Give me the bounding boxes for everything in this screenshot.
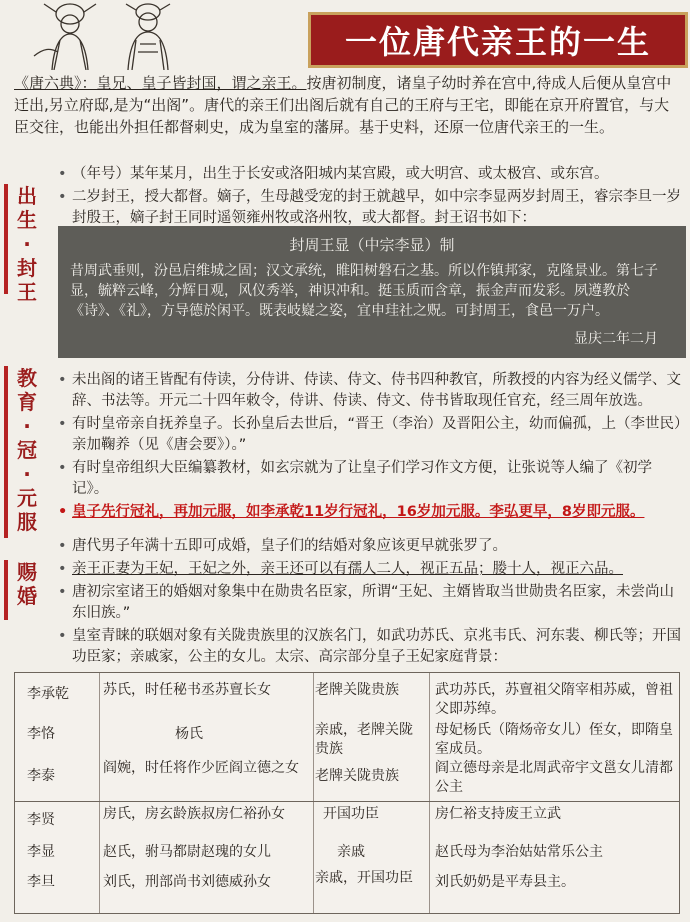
list-item: • 有时皇帝亲自抚养皇子。长孙皇后去世后，“晋王（李治）及晋阳公主，幼而偏孤，上（李世民）亲加鞠养（见《唐会要》）。” (58, 414, 686, 456)
decree-body: 昔周武垂则，汾邑启维城之固；汉文承统，睢阳树磐石之基。所以作镇邦家，克隆景业。第七子显，毓粹云峰，分辉日观，风仪秀举，神识冲和。挺玉质而含章，振金声而发彩。夙遵教於《诗》、《礼》，方导德於闲平。既表岐嶷之姿，宜申珪社之贶。可封周王，食邑一万户。 (70, 263, 658, 319)
tag-char: 封 (17, 256, 37, 280)
tag-char: · (23, 232, 31, 256)
tag-char: 出 (17, 184, 37, 208)
tag-char: 赐 (17, 560, 37, 584)
cell-consort: 刘氏，刑部尚书刘德威孙女 (103, 874, 271, 890)
tag-char: 教 (17, 366, 37, 390)
cell-note: 母妃杨氏（隋炀帝女儿）侄女，即隋皇室成员。 (435, 722, 673, 757)
tag-char: 元 (17, 486, 37, 510)
intro-paragraph (14, 72, 682, 138)
cell-consort: 杨氏 (175, 726, 203, 742)
birth-list (58, 164, 686, 231)
decree-title: 封周王显（中宗李显）制 (289, 236, 455, 254)
intro-lead: 《唐六典》：皇兄、皇子皆封国，谓之亲王。 (14, 74, 307, 92)
cell-note: 武功苏氏，苏亶祖父隋宰相苏威，曾祖父即苏绰。 (435, 682, 673, 717)
list-item: • （年号）某年某月，出生于长安或洛阳城内某宫殿，或大明宫、或太极宫、或东宫。 (58, 164, 686, 185)
list-item: • 未出阁的诸王皆配有侍读，分侍讲、侍读、侍文、侍书四种教官，所教授的内容为经义儒学、文辞、书法等。开元二十四年敕令，侍讲、侍读、侍文、侍书皆取现任官充，经三周年放选。 (58, 370, 686, 412)
list-item: • 有时皇帝组织大臣编纂教材，如玄宗就为了让皇子们学习作文方便，让张说等人编了《初学记》。 (58, 458, 686, 500)
table-divider (15, 801, 679, 802)
list-item: • 皇室青睐的联姻对象有关陇贵族里的汉族名门，如武功苏氏、京兆韦氏、河东裴、柳氏等；开国功臣家；亲戚家，公主的女儿。太宗、高宗部分皇子王妃家庭背景： (58, 626, 686, 668)
tag-char: 育 (17, 390, 37, 414)
section-tag-education (4, 366, 44, 538)
cell-consort: 房氏，房玄龄族叔房仁裕孙女 (103, 806, 285, 822)
page-title: 一位唐代亲王的一生 (344, 23, 651, 61)
cell-consort: 苏氏，时任秘书丞苏亶长女 (103, 682, 271, 698)
cell-origin: 开国功臣 (323, 806, 379, 822)
cell-consort: 阎婉，时任将作少匠阎立德之女 (103, 760, 299, 776)
section-tag-birth (4, 184, 44, 304)
table-row (15, 721, 679, 761)
intro-text: 按唐初制度，诸皇子幼时养在宫中,待成人后便从皇宫中迁出,另立府邸,是为“出阁”。唐代的亲王们出阁后就有自己的王府与王宅，即能在京开府置官，与大臣交往，也能出外担任都督刺史，成为皇室的藩屏。基于史料，还原一位唐代亲王的一生。 (14, 74, 672, 136)
list-item: • 唐初宗室诸王的婚姻对象集中在勋贵名臣家，所谓“王妃、主婿皆取当世勋贵名臣家，未尝尚山东旧族。” (58, 582, 686, 624)
cell-note: 房仁裕支持废王立武 (435, 806, 561, 822)
cell-origin: 亲戚，老牌关陇贵族 (315, 722, 413, 757)
tang-figures-illustration (14, 0, 204, 70)
tag-char: 冠 (17, 438, 37, 462)
marriage-list (58, 536, 686, 670)
decree-box (58, 226, 686, 358)
cell-origin: 老牌关陇贵族 (315, 768, 399, 784)
table-row (15, 681, 679, 721)
cell-origin: 亲戚 (337, 844, 365, 860)
education-list (58, 370, 686, 525)
tag-char: 服 (17, 510, 37, 534)
cell-note: 刘氏奶奶是平寿县主。 (435, 874, 575, 890)
cell-prince: 李承乾 (27, 686, 69, 702)
tag-char: · (23, 462, 31, 486)
tag-char: · (23, 414, 31, 438)
table-row (15, 805, 679, 845)
list-item: • 二岁封王，授大都督。嫡子，生母越受宠的封王就越早，如中宗李显两岁封周王，睿宗李旦一岁封殷王，嫡子封王同时遥领雍州牧或洛州牧，或大都督。封王诏书如下： (58, 187, 686, 229)
cell-note: 赵氏母为李治姑姑常乐公主 (435, 844, 603, 860)
cell-prince: 李泰 (27, 768, 55, 784)
cell-origin: 老牌关陇贵族 (315, 682, 399, 698)
list-item-highlight: • 皇子先行冠礼，再加元服，如李承乾11岁行冠礼，16岁加元服。李弘更早，8岁即元服。 (58, 502, 686, 523)
cell-consort: 赵氏，驸马都尉赵瑰的女儿 (103, 844, 271, 860)
cell-prince: 李贤 (27, 812, 55, 828)
section-tag-marriage (4, 560, 44, 620)
table-row (15, 759, 679, 801)
list-item: • 唐代男子年满十五即可成婚，皇子们的结婚对象应该更早就张罗了。 (58, 536, 686, 557)
cell-origin: 亲戚，开国功臣 (315, 870, 413, 886)
cell-prince: 李恪 (27, 726, 55, 742)
page-title-banner (308, 12, 688, 68)
list-item: • 亲王正妻为王妃，王妃之外，亲王还可以有孺人二人，视正五品；媵十人，视正六品。 (58, 559, 686, 580)
tag-char: 生 (17, 208, 37, 232)
cell-prince: 李旦 (27, 874, 55, 890)
cell-prince: 李显 (27, 844, 55, 860)
table-row (15, 843, 679, 869)
tag-char: 婚 (17, 584, 37, 608)
consort-table (14, 672, 680, 914)
table-row (15, 869, 679, 909)
tag-char: 王 (17, 280, 37, 304)
decree-date: 显庆二年二月 (574, 331, 658, 347)
cell-note: 阎立德母亲是北周武帝宇文邕女儿清都公主 (435, 760, 673, 795)
